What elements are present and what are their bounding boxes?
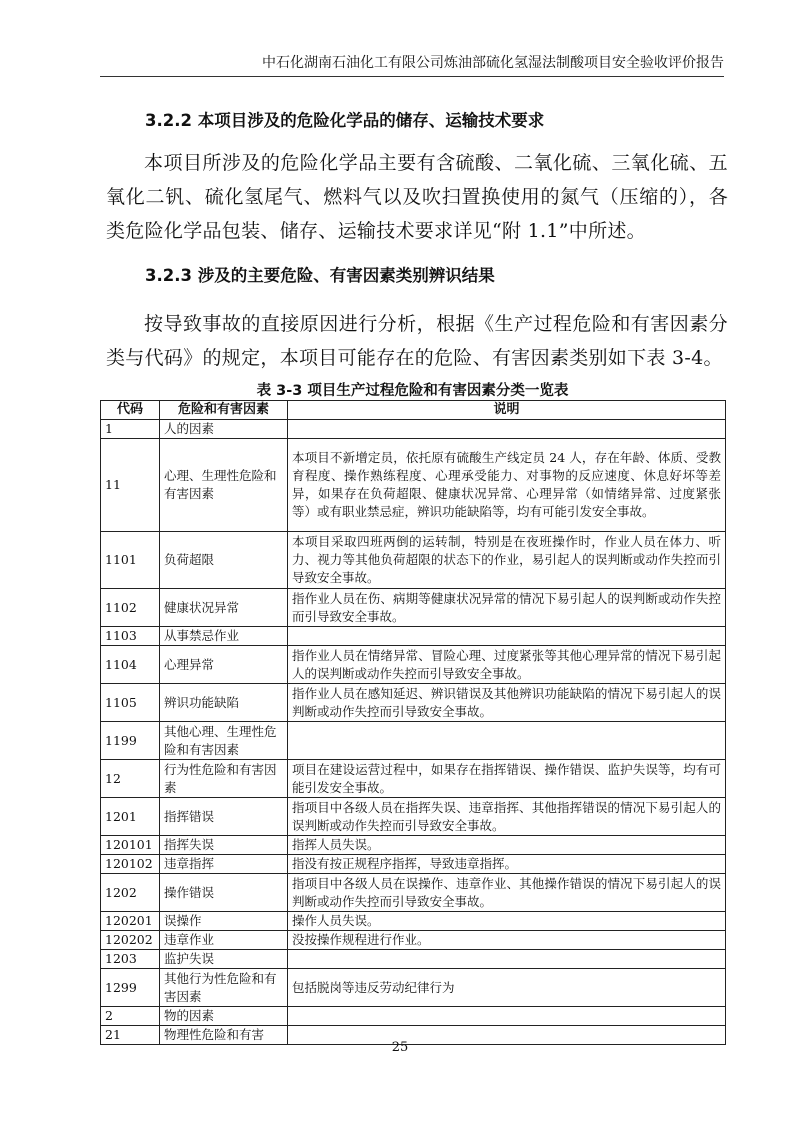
table-row <box>101 627 726 646</box>
cell-description: 包括脱岗等违反劳动纪律行为 <box>288 969 726 1007</box>
cell-description <box>288 950 726 969</box>
cell-factor: 误操作 <box>160 912 288 931</box>
table-row <box>101 969 726 1007</box>
cell-code: 1105 <box>101 684 160 722</box>
cell-description: 指挥人员失误。 <box>288 836 726 855</box>
section-paragraph-3-2-2: 本项目所涉及的危险化学品主要有含硫酸、二氧化硫、三氧化硫、五氧化二钒、硫化氢尾气、燃料气以及吹扫置换使用的氮气（压缩的），各类危险化学品包装、储存、运输技术要求详见“附 1.1”中所述。 <box>106 152 728 242</box>
cell-code: 1201 <box>101 798 160 836</box>
table-row <box>101 855 726 874</box>
header-factor: 危险和有害因素 <box>160 401 288 420</box>
cell-description <box>288 722 726 760</box>
cell-factor: 从事禁忌作业 <box>160 627 288 646</box>
hazard-table <box>100 400 726 1045</box>
table-row <box>101 760 726 798</box>
report-title: 中石化湖南石油化工有限公司炼油部硫化氢湿法制酸项目安全验收评价报告 <box>262 55 724 71</box>
cell-code: 12 <box>101 760 160 798</box>
cell-description: 指项目中各级人员在误操作、违章作业、其他操作错误的情况下易引起人的误判断或动作失控而引导致安全事故。 <box>288 874 726 912</box>
cell-factor: 指挥失误 <box>160 836 288 855</box>
cell-description: 本项目采取四班两倒的运转制，特别是在夜班操作时，作业人员在体力、听力、视力等其他负荷超限的状态下的作业，易引起人的误判断或动作失控而引导致安全事故。 <box>288 532 726 589</box>
table-row <box>101 646 726 684</box>
table-caption: 表 3-3 项目生产过程危险和有害因素分类一览表 <box>256 383 569 399</box>
section-paragraph-3-2-3: 按导致事故的直接原因进行分析，根据《生产过程危险和有害因素分类与代码》的规定，本项目可能存在的危险、有害因素类别如下表 3-4。 <box>106 313 728 369</box>
cell-factor: 人的因素 <box>160 420 288 439</box>
table-row <box>101 722 726 760</box>
cell-description: 指没有按正规程序指挥，导致违章指挥。 <box>288 855 726 874</box>
cell-description: 本项目不新增定员，依托原有硫酸生产线定员 24 人，存在年龄、体质、受教育程度、操作熟练程度、心理承受能力、对事物的反应速度、休息好坏等差异，如果存在负荷超限、健康状况异常、心理异常（如情绪异常、过度紧张等）或有职业禁忌症，辨识功能缺陷等，均有可能引发安全事故。 <box>288 439 726 532</box>
cell-code: 1104 <box>101 646 160 684</box>
cell-factor: 其他行为性危险和有害因素 <box>160 969 288 1007</box>
table-row <box>101 684 726 722</box>
cell-code: 11 <box>101 439 160 532</box>
report-header <box>100 50 724 77</box>
cell-description: 指项目中各级人员在指挥失误、违章指挥、其他指挥错误的情况下易引起人的误判断或动作失控而引导致安全事故。 <box>288 798 726 836</box>
cell-factor: 物理性危险和有害 <box>160 1026 288 1045</box>
cell-factor: 违章指挥 <box>160 855 288 874</box>
cell-factor: 违章作业 <box>160 931 288 950</box>
table-row <box>101 532 726 589</box>
section-heading-3-2-3: 3.2.3 涉及的主要危险、有害因素类别辨识结果 <box>145 266 495 285</box>
table-header-row <box>101 401 726 420</box>
cell-factor: 辨识功能缺陷 <box>160 684 288 722</box>
table-row <box>101 912 726 931</box>
cell-code: 1199 <box>101 722 160 760</box>
table-row <box>101 589 726 627</box>
header-code: 代码 <box>101 401 160 420</box>
cell-factor: 行为性危险和有害因素 <box>160 760 288 798</box>
cell-description: 指作业人员在伤、病期等健康状况异常的情况下易引起人的误判断或动作失控而引导致安全事故。 <box>288 589 726 627</box>
cell-description <box>288 420 726 439</box>
cell-description: 没按操作规程进行作业。 <box>288 931 726 950</box>
cell-description <box>288 1007 726 1026</box>
cell-code: 2 <box>101 1007 160 1026</box>
table-row <box>101 836 726 855</box>
cell-factor: 心理异常 <box>160 646 288 684</box>
cell-code: 120202 <box>101 931 160 950</box>
cell-code: 120101 <box>101 836 160 855</box>
cell-description: 指作业人员在感知延迟、辨识错误及其他辨识功能缺陷的情况下易引起人的误判断或动作失控而引导致安全事故。 <box>288 684 726 722</box>
cell-factor: 负荷超限 <box>160 532 288 589</box>
cell-factor: 指挥错误 <box>160 798 288 836</box>
cell-description <box>288 627 726 646</box>
cell-code: 21 <box>101 1026 160 1045</box>
table-row <box>101 1007 726 1026</box>
cell-code: 1299 <box>101 969 160 1007</box>
table-row <box>101 798 726 836</box>
table-row <box>101 420 726 439</box>
table-row <box>101 931 726 950</box>
section-heading-3-2-2: 3.2.2 本项目涉及的危险化学品的储存、运输技术要求 <box>145 111 545 130</box>
table-body <box>101 420 726 1045</box>
cell-factor: 心理、生理性危险和有害因素 <box>160 439 288 532</box>
cell-description: 项目在建设运营过程中，如果存在指挥错误、操作错误、监护失误等，均有可能引发安全事故。 <box>288 760 726 798</box>
page-number: 25 <box>391 1040 409 1055</box>
cell-code: 120102 <box>101 855 160 874</box>
cell-factor: 物的因素 <box>160 1007 288 1026</box>
cell-description: 指作业人员在情绪异常、冒险心理、过度紧张等其他心理异常的情况下易引起人的误判断或动作失控而引导致安全事故。 <box>288 646 726 684</box>
cell-code: 1103 <box>101 627 160 646</box>
table-row <box>101 439 726 532</box>
cell-code: 1 <box>101 420 160 439</box>
header-description: 说明 <box>288 401 726 420</box>
cell-code: 1101 <box>101 532 160 589</box>
table-row <box>101 874 726 912</box>
cell-factor: 操作错误 <box>160 874 288 912</box>
cell-description: 操作人员失误。 <box>288 912 726 931</box>
cell-code: 1202 <box>101 874 160 912</box>
cell-factor: 健康状况异常 <box>160 589 288 627</box>
cell-code: 120201 <box>101 912 160 931</box>
cell-factor: 监护失误 <box>160 950 288 969</box>
cell-code: 1203 <box>101 950 160 969</box>
table-row <box>101 950 726 969</box>
cell-code: 1102 <box>101 589 160 627</box>
cell-factor: 其他心理、生理性危险和有害因素 <box>160 722 288 760</box>
